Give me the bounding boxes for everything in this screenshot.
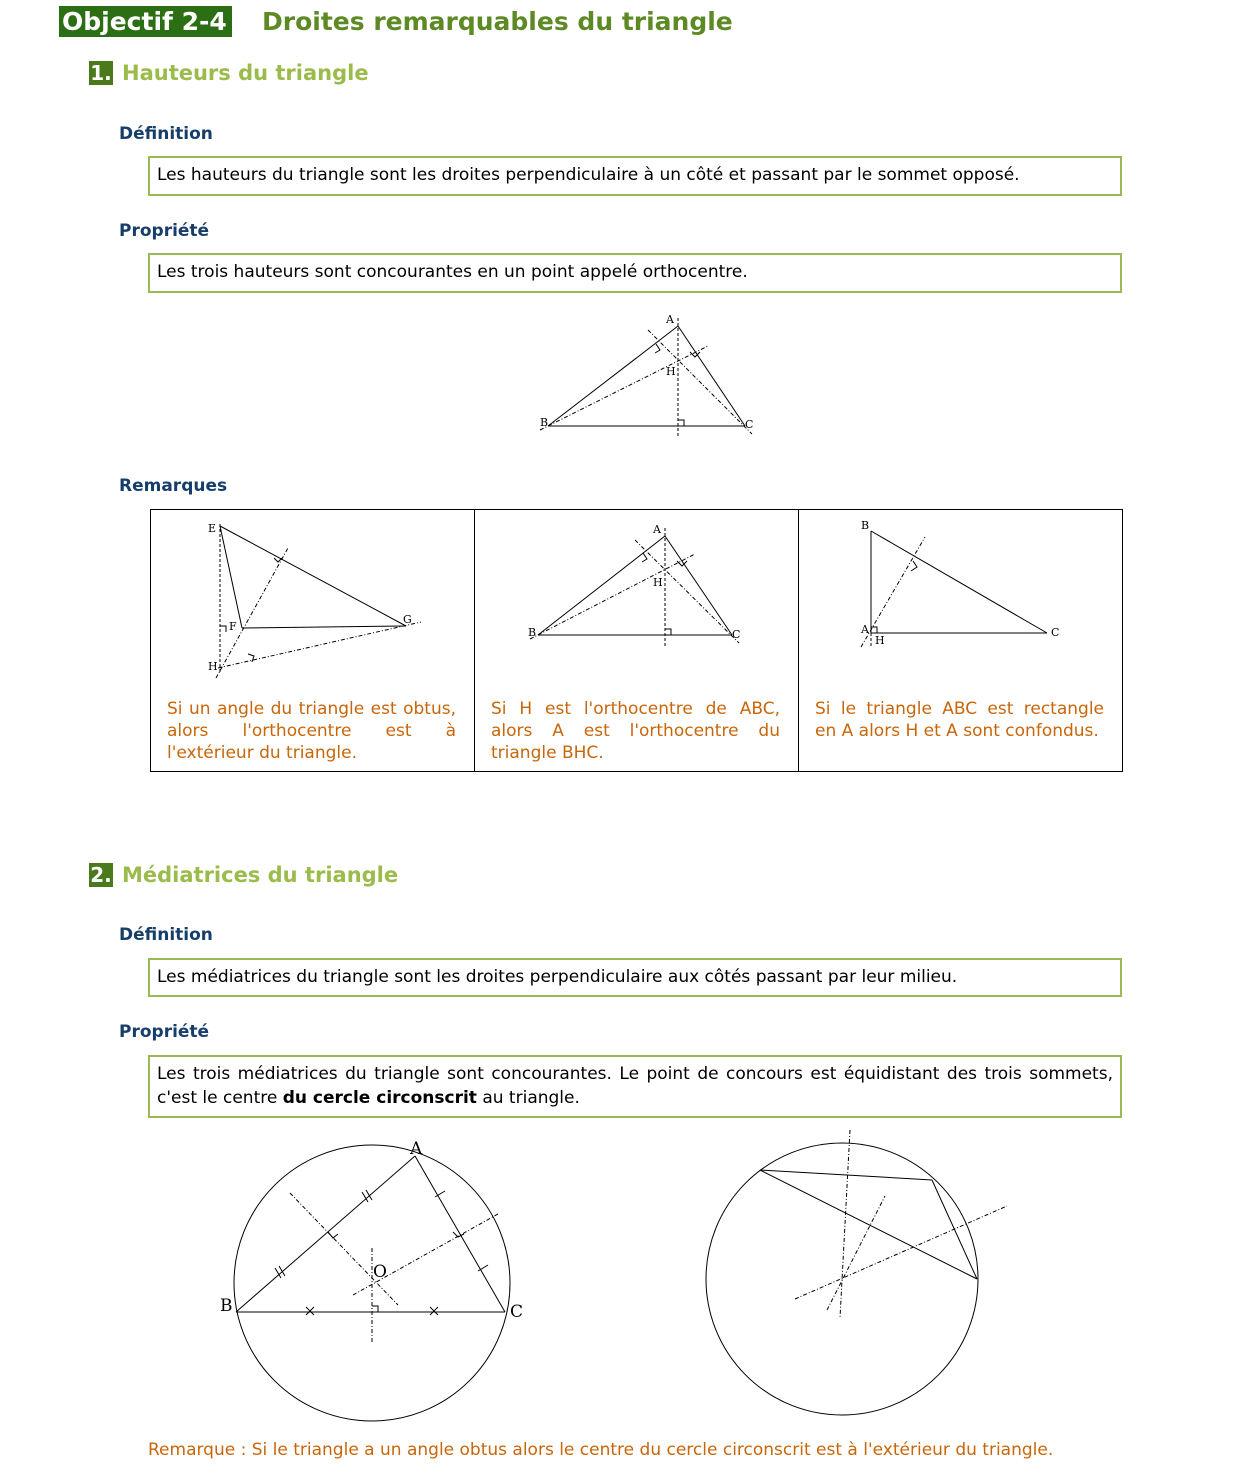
obtuse-label-f: F bbox=[229, 620, 237, 633]
ortho-label-h: H bbox=[653, 576, 663, 589]
property-text-2b: au triangle. bbox=[476, 1088, 580, 1108]
remark-cell-orthocentre bbox=[475, 510, 799, 771]
remarks-label: Remarques bbox=[119, 476, 228, 496]
definition-text: Les hauteurs du triangle sont les droites perpendiculaire à un côté et passant par le sommet opposé. bbox=[157, 165, 1020, 185]
ortho-label-b: B bbox=[528, 626, 537, 639]
circ-label-b: B bbox=[220, 1296, 233, 1316]
remark-text-obtuse: Si un angle du triangle est obtus, alors l'orthocentre est à l'extérieur du triangle. bbox=[167, 699, 456, 763]
ortho-label-c: C bbox=[732, 628, 741, 641]
orthocentre-swap-figure bbox=[520, 520, 760, 650]
circ-label-o: O bbox=[373, 1262, 387, 1282]
obtuse-triangle-figure bbox=[196, 518, 436, 683]
objective-badge: Objectif 2-4 bbox=[59, 6, 232, 37]
right-label-c: C bbox=[1051, 626, 1060, 639]
section-2-title: Médiatrices du triangle bbox=[122, 863, 399, 887]
obtuse-label-e: E bbox=[208, 522, 217, 535]
remark-cell-right bbox=[799, 510, 1122, 771]
section-1-number: 1. bbox=[90, 61, 112, 85]
section-1-title: Hauteurs du triangle bbox=[122, 61, 369, 85]
right-label-h: H bbox=[875, 634, 885, 647]
remark-text-orthocentre: Si H est l'orthocentre de ABC, alors A est l'orthocentre du triangle BHC. bbox=[491, 699, 780, 763]
obtuse-label-h: H bbox=[208, 660, 218, 673]
figure-label-c: C bbox=[745, 418, 754, 431]
obtuse-label-g: G bbox=[403, 613, 412, 626]
right-label-a: A bbox=[861, 623, 869, 636]
definition-box-2 bbox=[148, 958, 1122, 997]
property-text: Les trois hauteurs sont concourantes en un point appelé orthocentre. bbox=[157, 262, 748, 282]
right-triangle-figure bbox=[849, 515, 1079, 655]
definition-label-2: Définition bbox=[119, 925, 213, 945]
orthocenter-figure bbox=[530, 308, 770, 443]
right-label-b: B bbox=[861, 519, 870, 532]
definition-box bbox=[148, 156, 1122, 196]
property-label: Propriété bbox=[119, 221, 210, 241]
figure-label-a: A bbox=[666, 313, 674, 326]
remark-text-right: Si le triangle ABC est rectangle en A alors H et A sont confondus. bbox=[815, 699, 1104, 741]
property-box-2 bbox=[148, 1055, 1122, 1118]
remarks-table bbox=[150, 509, 1123, 772]
remark-obtuse-circumcentre: Remarque : Si le triangle a un angle obtus alors le centre du cercle circonscrit est à l'extérieur du triangle. bbox=[148, 1440, 1054, 1460]
property-text-2a: Les trois médiatrices du triangle sont concourantes. Le point de concours est équidistant des trois sommets, c'est le centre bbox=[157, 1064, 1113, 1108]
definition-text-2: Les médiatrices du triangle sont les droites perpendiculaire aux côtés passant par leur milieu. bbox=[157, 967, 958, 987]
property-label-2: Propriété bbox=[119, 1022, 210, 1042]
property-text-2-bold: du cercle circonscrit bbox=[282, 1088, 477, 1108]
section-2-number: 2. bbox=[90, 863, 112, 887]
circumcircle-obtuse-figure bbox=[700, 1128, 1015, 1420]
definition-label: Définition bbox=[119, 124, 213, 144]
page-title: Droites remarquables du triangle bbox=[262, 7, 733, 36]
circ-label-a: A bbox=[410, 1139, 423, 1159]
remark-cell-obtuse bbox=[151, 510, 475, 771]
circumcircle-acute-figure bbox=[210, 1135, 530, 1425]
figure-label-b: B bbox=[540, 416, 549, 429]
property-box bbox=[148, 253, 1122, 293]
figure-label-h: H bbox=[666, 365, 676, 378]
ortho-label-a: A bbox=[653, 523, 661, 536]
circ-label-c: C bbox=[510, 1302, 524, 1322]
